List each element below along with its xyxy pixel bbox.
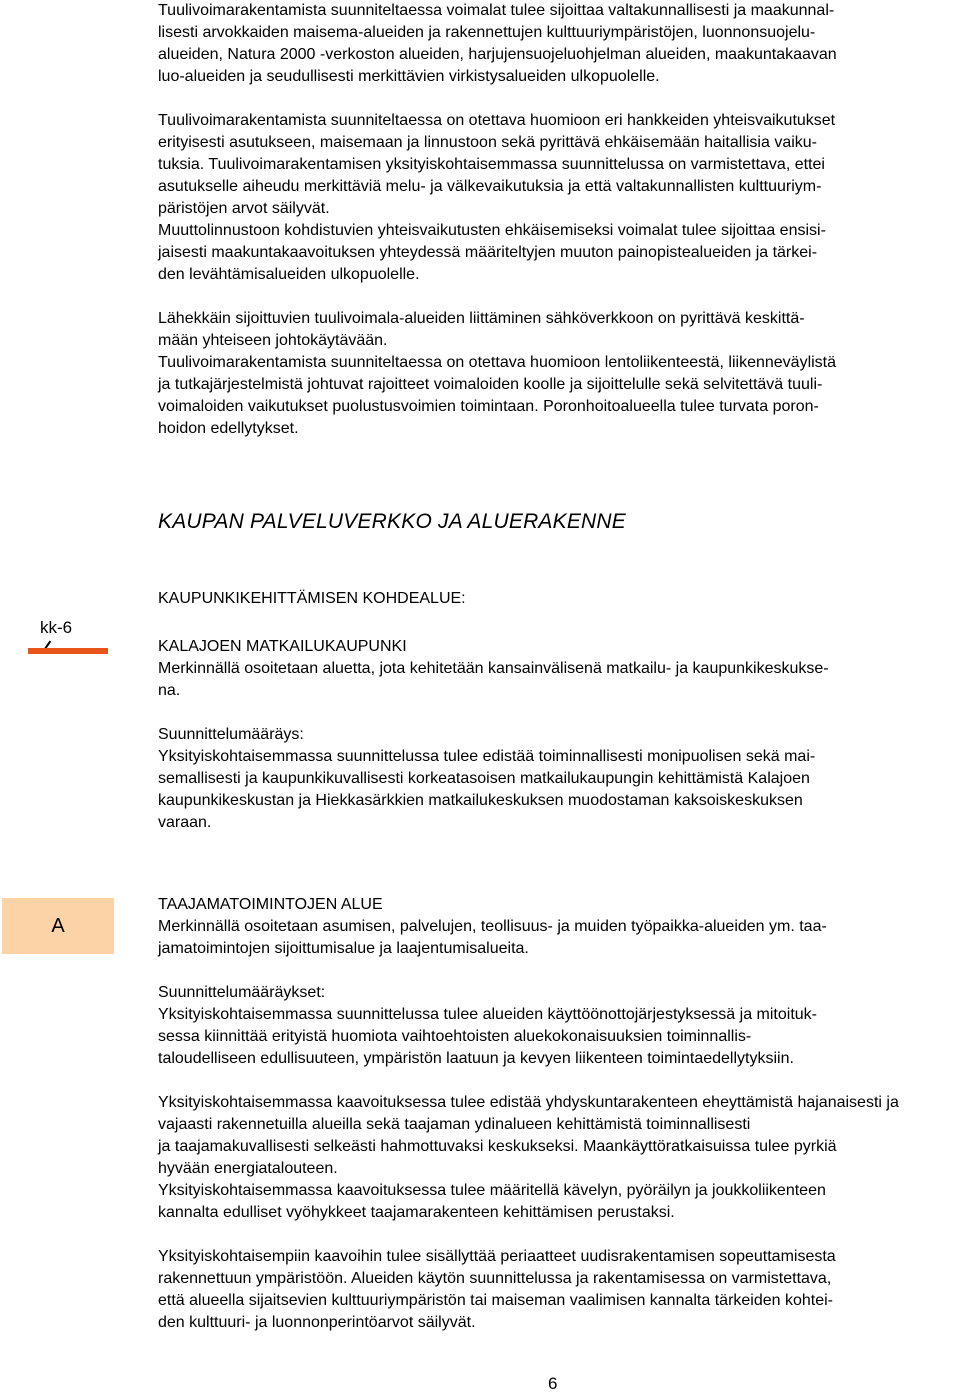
kk-map-symbol	[28, 618, 108, 660]
kk-title: KALAJOEN MATKAILUKAUPUNKI	[158, 638, 407, 655]
kk-symbol-label: kk-6	[40, 618, 73, 637]
a-title: TAAJAMATOIMINTOJEN ALUE	[158, 896, 383, 913]
paragraph: Lähekkäin sijoittuvien tuulivoimala-alueiden liittäminen sähköverkkoon on pyrittävä keskittä- mään yhteiseen johtokäytävään. Tuulivoimarakentamista suunniteltaessa on otettava huomioon lentoliikenteestä, liikenneväylistä ja tutkajärjestelmistä johtuvat rajoitteet voimaloiden koolle ja sijoittelulle sekä selvitettävä tuuli- voimaloiden vaikutukset puolustusvoimien toimintaan. Poronhoitoalueella tulee turvata poron- hoidon edellytykset.	[158, 310, 837, 437]
a-section	[158, 894, 948, 1334]
kk-rule-label: Suunnittelumääräys:	[158, 726, 304, 743]
section-heading: KAUPAN PALVELUVERKKO JA ALUERAKENNE	[158, 510, 626, 533]
page-number: 6	[548, 1374, 558, 1393]
paragraph: Tuulivoimarakentamista suunniteltaessa voimalat tulee sijoittaa valtakunnallisesti ja maakunnal- lisesti arvokkaiden maisema-alueiden ja rakennettujen kulttuuriympäristöjen, luonnonsuojelu- alueiden, Natura 2000 -verkoston alueiden, harjujensuojeluohjelman alueiden, maakuntakaavan luo-alueiden ja seudullisesti merkittävien virkistysalueiden ulkopuolelle.	[158, 2, 837, 85]
a-rules-label: Suunnittelumääräykset:	[158, 984, 326, 1001]
a-rule: Yksityiskohtaisemmassa suunnittelussa tulee alueiden käyttöönottojärjestyksessä ja mitoituk- sessa kiinnittää erityistä huomiota vaihtoehtoisten aluekokonaisuuksien toiminnallis- taloudelliseen edullisuuteen, ympäristön laatuun ja kevyen liikenteen toimintaedellytyksiin.	[158, 1006, 817, 1067]
a-description: Merkinnällä osoitetaan asumisen, palvelujen, teollisuus- ja muiden työpaikka-alueiden ym. taa- jamatoimintojen sijoittumisalue ja laajentumisalueita.	[158, 918, 827, 957]
kk-rule-text: Yksityiskohtaisemmassa suunnittelussa tulee edistää toiminnallisesti monipuolisen sekä mai- semallisesti ja kaupunkikuvallisesti korkeatasoisen matkailukaupungin kehittämistä Kalajoen kaupunkikeskustan ja Hiekkasärkkien matkailukeskuksen muodostaman kaksoiskeskuksen varaan.	[158, 748, 816, 831]
a-rule: Yksityiskohtaisempiin kaavoihin tulee sisällyttää periaatteet uudisrakentamisen sopeuttamisesta rakennettuun ympäristöön. Alueiden käytön suunnittelussa ja rakentamisessa on varmistettava, että alueella sijaitsevien kulttuuriympäristön tai maiseman vaalimisen kannalta tärkeiden kohtei- den kulttuuri- ja luonnonperintöarvot säilyvät.	[158, 1248, 836, 1331]
kk-section	[158, 588, 948, 834]
a-symbol-label: A	[51, 914, 65, 937]
a-rule: Yksityiskohtaisemmassa kaavoituksessa tulee edistää yhdyskuntarakenteen eheyttämistä hajanaisesti ja vajaasti rakennetuilla alueilla sekä taajaman ydinalueen kehittämistä toiminnallisesti ja taajamakuvallisesti selkeästi hahmottuvaksi keskukseksi. Maankäyttöratkaisuissa tulee pyrkiä hyvään energiatalouteen. Yksityiskohtaisemmassa kaavoituksessa tulee määritellä kävelyn, pyöräilyn ja joukkoliikenteen kannalta edulliset vyöhykkeet taajamarakenteen kehittämisen perustaksi.	[158, 1094, 899, 1221]
wind-power-section	[158, 0, 948, 440]
a-map-symbol	[2, 898, 114, 954]
kk-description: Merkinnällä osoitetaan aluetta, jota kehitetään kansainvälisenä matkailu- ja kaupunkikeskukse- na.	[158, 660, 829, 699]
kk-category: KAUPUNKIKEHITTÄMISEN KOHDEALUE:	[158, 590, 466, 607]
paragraph: Tuulivoimarakentamista suunniteltaessa on otettava huomioon eri hankkeiden yhteisvaikutukset erityisesti asutukseen, maisemaan ja linnustoon sekä pyrittävä ehkäisemään haitallisia vaiku- tuksia. Tuulivoimarakentamisen yksityiskohtaisemmassa suunnittelussa on varmistettava, ettei asutukselle aiheudu merkittäviä melu- ja välkevaikutuksia ja että valtakunnallisten kulttuuriym- päristöjen arvot säilyvät. Muuttolinnustoon kohdistuvien yhteisvaikutusten ehkäisemiseksi voimalat tulee sijoittaa ensisi- jaisesti maakuntakaavoituksen yhteydessä määriteltyjen muuton painopistealueiden ja tärkei- den levähtämisalueiden ulkopuolelle.	[158, 112, 836, 283]
symbol-line	[28, 648, 108, 654]
